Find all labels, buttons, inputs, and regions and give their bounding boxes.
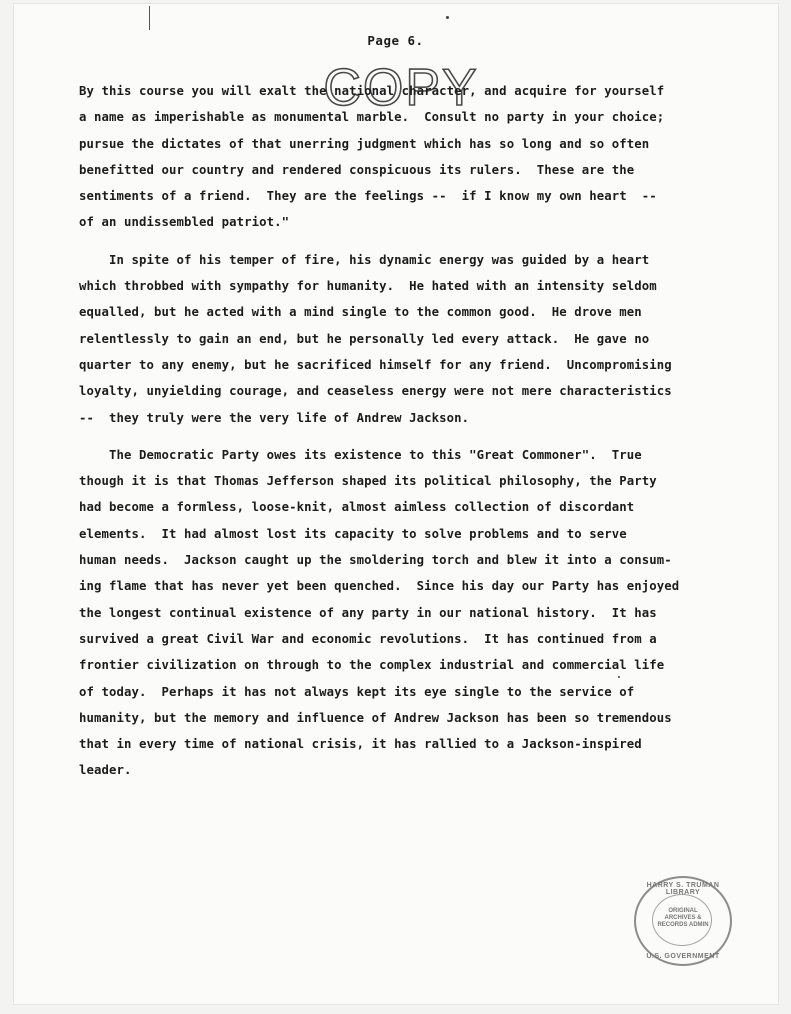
seal-rim-bottom: U.S. GOVERNMENT: [646, 953, 720, 960]
paragraph-gap: [79, 236, 719, 247]
text-line: frontier civilization on through to the complex industrial and commercial life: [79, 658, 665, 673]
text-line: had become a formless, loose-knit, almost aimless collection of discordant: [79, 500, 635, 515]
seal-center-text: ORIGINAL ARCHIVES & RECORDS ADMIN: [657, 908, 709, 928]
text-line: By this course you will exalt the national character, and acquire for yourself: [79, 84, 665, 98]
text-line: quarter to any enemy, but he sacrificed himself for any friend. Uncompromising: [79, 357, 672, 372]
text-line: equalled, but he acted with a mind single to the common good. He drove men: [79, 305, 642, 320]
text-line: leader.: [79, 763, 132, 778]
text-line: though it is that Thomas Jefferson shaped its political philosophy, the Party: [79, 474, 657, 489]
text-line: which throbbed with sympathy for humanity. He hated with an intensity seldom: [79, 279, 657, 294]
text-line: relentlessly to gain an end, but he personally led every attack. He gave no: [79, 331, 650, 346]
margin-mark: [149, 6, 150, 30]
text-line: The Democratic Party owes its existence to this "Great Commoner". True: [79, 447, 642, 462]
letter-body: [79, 78, 719, 784]
text-line: elements. It had almost lost its capacity to solve problems and to serve: [79, 526, 627, 541]
text-line: pursue the dictates of that unerring judgment which has so long and so often: [79, 136, 650, 151]
page-number: Page 6.: [367, 33, 424, 48]
seal-rim-top: HARRY S. TRUMAN LIBRARY: [646, 882, 720, 896]
text-line: sentiments of a friend. They are the feelings -- if I know my own heart --: [79, 189, 657, 204]
text-line: the longest continual existence of any party in our national history. It has: [79, 605, 657, 620]
text-line: a name as imperishable as monumental marble. Consult no party in your choice;: [79, 110, 665, 125]
text-line: humanity, but the memory and influence of Andrew Jackson has been so tremendous: [79, 710, 672, 725]
ink-speck: [446, 16, 449, 19]
archive-seal: [634, 876, 732, 966]
text-line: of today. Perhaps it has not always kept its eye single to the service of: [79, 684, 635, 699]
text-line: of an undissembled patriot.": [79, 215, 290, 230]
text-line: survived a great Civil War and economic revolutions. It has continued from a: [79, 631, 657, 646]
paragraph-gap: [79, 431, 719, 442]
copy-stamp: COPY: [323, 59, 479, 117]
text-line: human needs. Jackson caught up the smoldering torch and blew it into a consum-: [79, 553, 672, 568]
text-line: In spite of his temper of fire, his dynamic energy was guided by a heart: [79, 252, 650, 267]
text-line: ing flame that has never yet been quenched. Since his day our Party has enjoyed: [79, 579, 680, 594]
text-line: loyalty, unyielding courage, and ceaseless energy were not mere characteristics: [79, 384, 672, 399]
text-line: -- they truly were the very life of Andrew Jackson.: [79, 410, 470, 425]
text-line: that in every time of national crisis, it has rallied to a Jackson-inspired: [79, 737, 642, 752]
text-line: benefitted our country and rendered conspicuous its rulers. These are the: [79, 162, 635, 177]
